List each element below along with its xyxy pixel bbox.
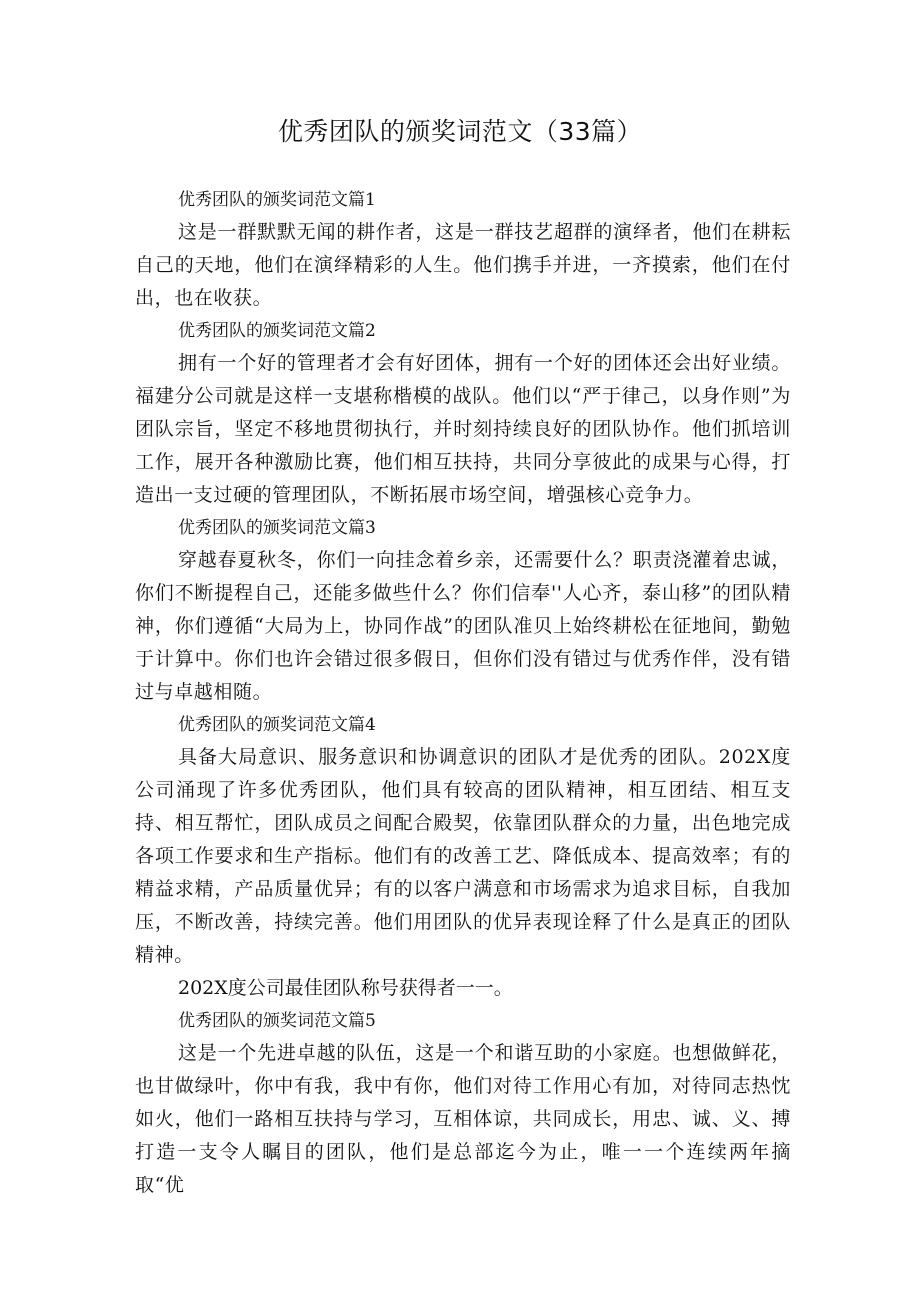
section-heading-3: 优秀团队的颁奖词范文篇3 bbox=[178, 518, 376, 538]
section-paragraph-1: 这是一群默默无闻的耕作者，这是一群技艺超群的演绎者，他们在耕耘自己的天地，他们在演绎精彩的人生。他们携手并进，一齐摸索，他们在付出，也在收获。 bbox=[135, 221, 791, 309]
section-paragraph-3: 穿越春夏秋冬，你们一向挂念着乡亲，还需要什么？职责浇灌着忠诚，你们不断提程自己，还能多做些什么？你们信奉''人心齐，泰山移”的团队精神，你们遵循“大局为上，协同作战”的团队准贝上始终耕松在征地间，勤勉于计算中。你们也许会错过很多假日，但你们没有错过与优秀作伴，没有错过与卓越相随。 bbox=[135, 549, 791, 703]
section-extra-line-4: 202X度公司最佳团队称号获得者一一。 bbox=[178, 977, 513, 999]
section-paragraph-2: 拥有一个好的管理者才会有好团体，拥有一个好的团体还会出好业绩。福建分公司就是这样一支堪称楷模的战队。他们以“严于律己，以身作则”为团队宗旨，坚定不移地贯彻执行，并时刻持续良好的团队协作。他们抓培训工作，展开各种激励比赛，他们相互扶持，共同分享彼此的成果与心得，打造出一支过硬的管理团队，不断拓展市场空间，增强核心竞争力。 bbox=[135, 352, 791, 506]
section-heading-4: 优秀团队的颁奖词范文篇4 bbox=[178, 715, 376, 735]
section-paragraph-5: 这是一个先进卓越的队伍，这是一个和谐互助的小家庭。也想做鲜花，也甘做绿叶，你中有我，我中有你，他们对待工作用心有加，对待同志热忱如火，他们一路相互扶持与学习，互相体谅，共同成长，用忠、诚、义、搏打造一支令人瞩目的团队，他们是总部迄今为止，唯一一个连续两年摘取“优 bbox=[135, 1042, 791, 1196]
section-paragraph-4: 具备大局意识、服务意识和协调意识的团队才是优秀的团队。202X度公司涌现了许多优秀团队，他们具有较高的团队精神，相互团结、相互支持、相互帮忙，团队成员之间配合殿契，依靠团队群众的力量，出色地完成各项工作要求和生产指标。他们有的改善工艺、降低成本、提高效率；有的精益求精，产品质量优异；有的以客户满意和市场需求为追求目标，自我加压，不断改善，持续完善。他们用团队的优异表现诠释了什么是真正的团队精神。 bbox=[135, 746, 791, 966]
section-heading-5: 优秀团队的颁奖词范文篇5 bbox=[178, 1011, 376, 1031]
document-body bbox=[135, 184, 791, 1202]
section-heading-2: 优秀团队的颁奖词范文篇2 bbox=[178, 321, 376, 341]
section-heading-1: 优秀团队的颁奖词范文篇1 bbox=[178, 190, 376, 210]
document-title: 优秀团队的颁奖词范文（33篇） bbox=[277, 117, 643, 146]
